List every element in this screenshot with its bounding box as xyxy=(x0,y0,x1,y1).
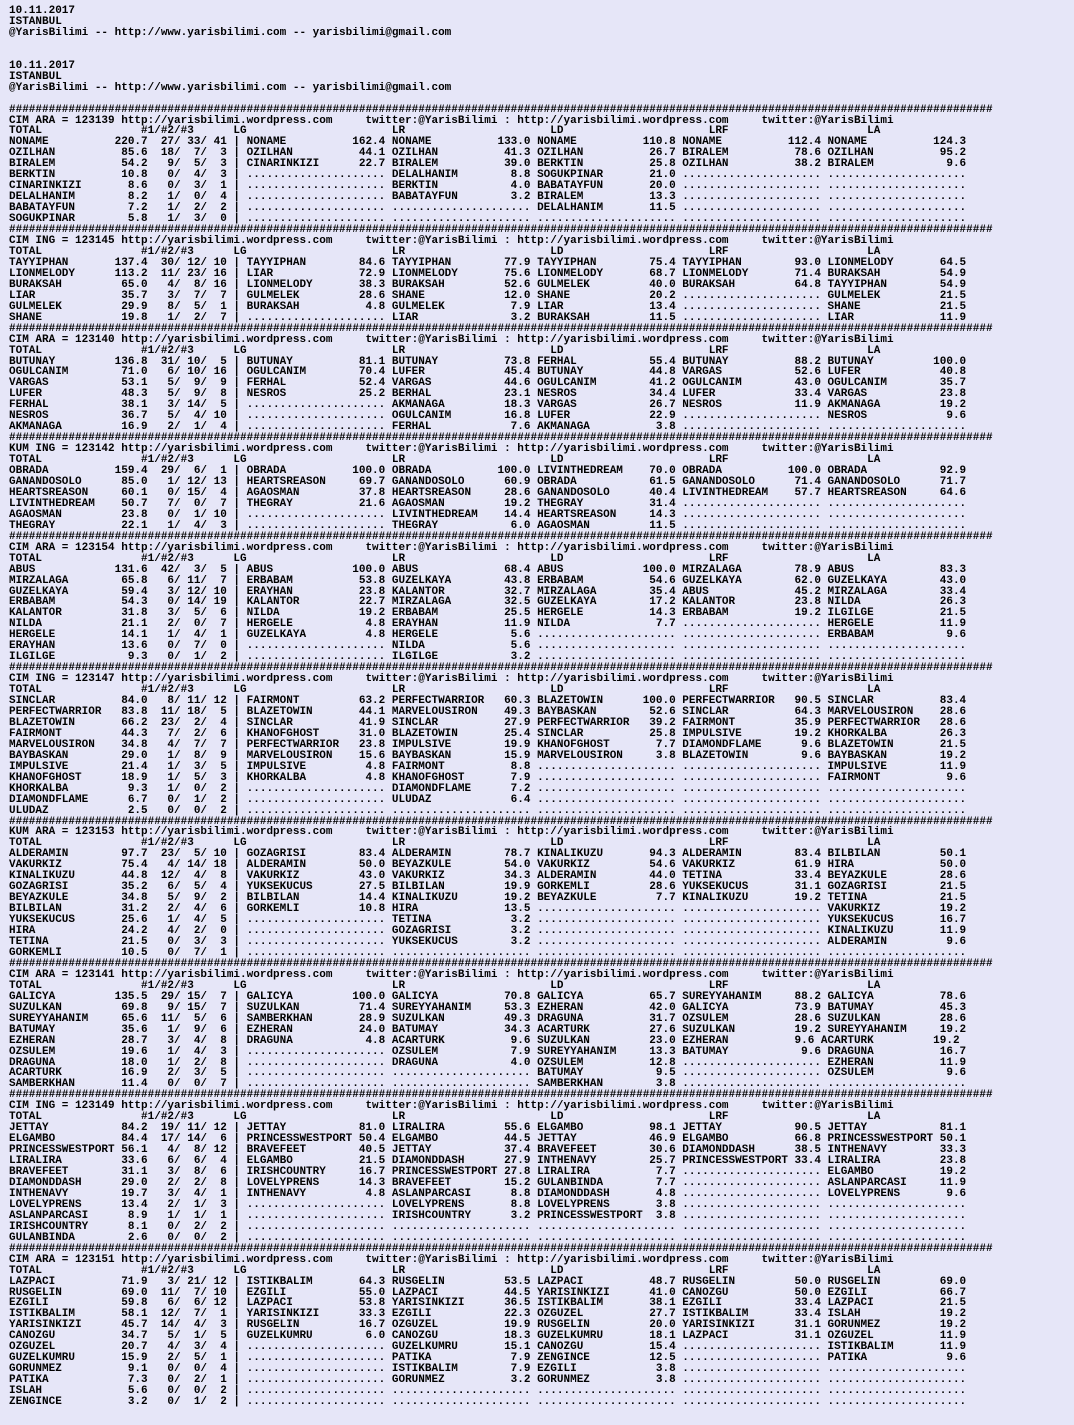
report-line: TOTAL #1/#2/#3 LG LR LD LRF LA xyxy=(9,684,881,697)
report-line: TOTAL #1/#2/#3 LG LR LD LRF LA xyxy=(9,245,881,258)
report-line: CIM ING = 123149 http://yarisbilimi.wordpress.com twitter:@YarisBilimi : http://yarisbilimi.wordpress.com twitter:@YarisBilimi xyxy=(9,1100,894,1113)
report-line: MIRZALAGA 65.8 6/ 11/ 7 | ERBABAM 53.8 GUZELKAYA 43.8 ERBABAM 54.6 GUZELKAYA 62.0 GUZELKAYA 43.0 xyxy=(9,574,967,587)
report-line: THEGRAY 22.1 1/ 4/ 3 | ..................... THEGRAY 6.0 AGAOSMAN 11.5 ..................... ..................... xyxy=(9,519,967,532)
report-line: DIAMONDFLAME 6.7 0/ 1/ 2 | ..................... ULUDAZ 6.4 ..................... ..................... ..................... xyxy=(9,793,967,806)
report-line: PRINCESSWESTPORT 56.1 4/ 8/ 12 | BRAVEFEET 40.5 JETTAY 37.4 BRAVEFEET 30.6 DIAMONDDASH 38.5 INTHENAVY 33.3 xyxy=(9,1144,967,1157)
report-line: EZHERAN 28.7 3/ 4/ 8 | DRAGUNA 4.8 ACARTURK 9.6 SUZULKAN 23.0 EZHERAN 9.6 ACARTURK 19.2 xyxy=(9,1034,960,1047)
report-line: ERBABAM 54.3 0/ 14/ 19 | KALANTOR 22.7 MIRZALAGA 32.5 GUZELKAYA 17.2 KALANTOR 23.8 NILDA 26.3 xyxy=(9,596,967,609)
report-line: NILDA 21.1 2/ 0/ 7 | HERGELE 4.8 ERAYHAN 11.9 NILDA 7.7 ..................... HERGELE 11.9 xyxy=(9,618,967,631)
report-line: ##################################################################################################################################################### xyxy=(9,815,993,828)
report-line: GUZELKAYA 59.4 3/ 12/ 10 | ERAYHAN 23.8 KALANTOR 32.7 MIRZALAGA 35.4 ABUS 45.2 MIRZALAGA 33.4 xyxy=(9,585,967,598)
report-line: SAMBERKHAN 11.4 0/ 0/ 7 | ..................... ..................... SAMBERKHAN 3.8 ..................... ..................... xyxy=(9,1078,967,1091)
report-line: ##################################################################################################################################################### xyxy=(9,322,993,335)
report-line: DIAMONDDASH 29.0 2/ 2/ 8 | LOVELYPRENS 14.3 BRAVEFEET 15.2 GULANBINDA 7.7 ..................... ASLANPARCASI 11.9 xyxy=(9,1176,967,1189)
report-line: KINALIKUZU 44.8 12/ 4/ 8 | VAKURKIZ 43.0 VAKURKIZ 34.3 ALDERAMIN 44.0 TETINA 33.4 BEYAZKULE 28.6 xyxy=(9,870,967,883)
report-line: TOTAL #1/#2/#3 LG LR LD LRF LA xyxy=(9,344,881,357)
report-line: GORUNMEZ 9.1 0/ 0/ 4 | ..................... ISTIKBALIM 7.9 EZGILI 3.8 ..................... ..................... xyxy=(9,1363,967,1376)
report-line: MARVELOUSIRON 34.8 4/ 7/ 7 | PERFECTWARRIOR 23.8 IMPULSIVE 19.9 KHANOFGHOST 7.7 DIAMONDFLAME 9.6 BLAZETOWIN 21.5 xyxy=(9,738,967,751)
report-line: TOTAL #1/#2/#3 LG LR LD LRF LA xyxy=(9,125,881,138)
report-line: ##################################################################################################################################################### xyxy=(9,224,993,237)
report-line: INTHENAVY 19.7 3/ 4/ 1 | INTHENAVY 4.8 ASLANPARCASI 8.8 DIAMONDDASH 4.8 ..................... LOVELYPRENS 9.6 xyxy=(9,1187,967,1200)
report-line: TOTAL #1/#2/#3 LG LR LD LRF LA xyxy=(9,454,881,467)
report-line: ##################################################################################################################################################### xyxy=(9,662,993,675)
report-line: LOVELYPRENS 13.4 2/ 1/ 3 | ..................... LOVELYPRENS 8.8 LOVELYPRENS 3.8 ..................... ..................... xyxy=(9,1198,967,1211)
report-line: OGULCANIM 71.0 6/ 10/ 16 | OGULCANIM 70.4 LUFER 45.4 BUTUNAY 44.8 VARGAS 52.6 LUFER 40.8 xyxy=(9,366,967,379)
report-line: NONAME 220.7 27/ 33/ 41 | NONAME 162.4 NONAME 133.0 NONAME 110.8 NONAME 112.4 NONAME 124.3 xyxy=(9,136,967,149)
report-line: TAYYIPHAN 137.4 30/ 12/ 10 | TAYYIPHAN 84.6 TAYYIPHAN 77.9 TAYYIPHAN 75.4 TAYYIPHAN 93.0 LIONMELODY 64.5 xyxy=(9,256,967,269)
report-line: KHORKALBA 9.3 1/ 0/ 2 | ..................... DIAMONDFLAME 7.2 ..................... ..................... ..................... xyxy=(9,782,967,795)
report-line: KUM ARA = 123153 http://yarisbilimi.wordpress.com twitter:@YarisBilimi : http://yarisbilimi.wordpress.com twitter:@YarisBilimi xyxy=(9,826,894,839)
report-line: AKMANAGA 16.9 2/ 1/ 4 | ..................... FERHAL 7.6 AKMANAGA 3.8 ..................... ..................... xyxy=(9,421,967,434)
report-line: LIVINTHEDREAM 50.7 7/ 0/ 7 | THEGRAY 21.6 AGAOSMAN 19.2 THEGRAY 31.4 ..................... ..................... xyxy=(9,497,967,510)
report-line: ##################################################################################################################################################### xyxy=(9,1242,993,1255)
report-line: HERGELE 14.1 1/ 4/ 1 | GUZELKAYA 4.8 HERGELE 5.6 ..................... ..................... ERBABAM 9.6 xyxy=(9,629,967,642)
report-line: BAYBASKAN 29.0 1/ 8/ 9 | MARVELOUSIRON 15.6 BAYBASKAN 15.9 MARVELOUSIRON 3.8 BLAZETOWIN 9.6 BAYBASKAN 19.2 xyxy=(9,749,967,762)
report-line: KUM ING = 123142 http://yarisbilimi.wordpress.com twitter:@YarisBilimi : http://yarisbilimi.wordpress.com twitter:@YarisBilimi xyxy=(9,443,894,456)
report-line: VARGAS 53.1 5/ 9/ 9 | FERHAL 52.4 VARGAS 44.6 OGULCANIM 41.2 OGULCANIM 43.0 OGULCANIM 35.7 xyxy=(9,377,967,390)
report-line: SOGUKPINAR 5.8 1/ 3/ 0 | ..................... ..................... ..................... ..................... ..................... xyxy=(9,213,967,226)
report-line: DELALHANIM 8.2 1/ 0/ 4 | ..................... BABATAYFUN 3.2 BIRALEM 13.3 ..................... ..................... xyxy=(9,191,967,204)
report-line: LAZPACI 71.9 3/ 21/ 12 | ISTIKBALIM 64.3 RUSGELIN 53.5 LAZPACI 48.7 RUSGELIN 50.0 RUSGELIN 69.0 xyxy=(9,1275,967,1288)
report-line: CIM ARA = 123151 http://yarisbilimi.wordpress.com twitter:@YarisBilimi : http://yarisbilimi.wordpress.com twitter:@YarisBilimi xyxy=(9,1253,894,1266)
report-line: ILGILGE 9.3 0/ 1/ 2 | ..................... ILGILGE 3.2 ..................... ..................... ..................... xyxy=(9,651,967,664)
report-line: @YarisBilimi -- http://www.yarisbilimi.com -- yarisbilimi@gmail.com xyxy=(9,26,452,39)
report-line: ##################################################################################################################################################### xyxy=(9,1089,993,1102)
report-line: 10.11.2017 xyxy=(9,59,76,72)
report-line: BEYAZKULE 34.8 5/ 9/ 2 | BILBILAN 14.4 KINALIKUZU 19.2 BEYAZKULE 7.7 KINALIKUZU 19.2 TETINA 21.5 xyxy=(9,892,967,905)
report-line: CIM ARA = 123141 http://yarisbilimi.wordpress.com twitter:@YarisBilimi : http://yarisbilimi.wordpress.com twitter:@YarisBilimi xyxy=(9,968,894,981)
report-line: BATUMAY 35.6 1/ 9/ 6 | EZHERAN 24.0 BATUMAY 34.3 ACARTURK 27.6 SUZULKAN 19.2 SUREYYAHANIM 19.2 xyxy=(9,1023,967,1036)
report-line: TOTAL #1/#2/#3 LG LR LD LRF LA xyxy=(9,552,881,565)
report-line: TOTAL #1/#2/#3 LG LR LD LRF LA xyxy=(9,1264,881,1277)
report-line: OZGUZEL 20.7 4/ 3/ 4 | ..................... GUZELKUMRU 15.1 CANOZGU 15.4 ..................... ISTIKBALIM 11.9 xyxy=(9,1341,967,1354)
report-line: LUFER 48.3 5/ 9/ 8 | NESROS 25.2 BERHAL 23.1 NESROS 34.4 LUFER 33.4 VARGAS 23.8 xyxy=(9,388,967,401)
report-line: IRISHCOUNTRY 8.1 0/ 2/ 2 | ..................... ..................... ..................... ..................... ..................... xyxy=(9,1220,967,1233)
report-line: IMPULSIVE 21.4 1/ 3/ 5 | IMPULSIVE 4.8 FAIRMONT 8.8 ..................... ..................... IMPULSIVE 11.9 xyxy=(9,760,967,773)
report-line: GULANBINDA 2.6 0/ 0/ 2 | ..................... ..................... ..................... ..................... ..................... xyxy=(9,1231,967,1244)
report-line: KHANOFGHOST 18.9 1/ 5/ 3 | KHORKALBA 4.8 KHANOFGHOST 7.9 ..................... ..................... FAIRMONT 9.6 xyxy=(9,771,967,784)
report-line: GOZAGRISI 35.2 6/ 5/ 4 | YUKSEKUCUS 27.5 BILBILAN 19.9 GORKEMLI 28.6 YUKSEKUCUS 31.1 GOZAGRISI 21.5 xyxy=(9,881,967,894)
report-line: ISLAH 5.6 0/ 0/ 2 | ..................... ..................... ..................... ..................... ..................... xyxy=(9,1385,967,1398)
report-line: ##################################################################################################################################################### xyxy=(9,530,993,543)
report-line: LIAR 35.7 3/ 7/ 7 | GULMELEK 28.6 SHANE 12.0 SHANE 20.2 ..................... GULMELEK 21.5 xyxy=(9,289,967,302)
report-line: SUZULKAN 69.8 9/ 15/ 7 | SUZULKAN 71.4 SUREYYAHANIM 53.3 EZHERAN 42.0 GALICYA 73.9 BATUMAY 45.3 xyxy=(9,1001,967,1014)
report-line: ELGAMBO 84.4 17/ 14/ 6 | PRINCESSWESTPORT 50.4 ELGAMBO 44.5 JETTAY 46.9 ELGAMBO 66.8 PRINCESSWESTPORT 50.1 xyxy=(9,1133,967,1146)
report-line: ISTANBUL xyxy=(9,15,62,28)
report-line: ALDERAMIN 97.7 23/ 5/ 10 | GOZAGRISI 83.4 ALDERAMIN 78.7 KINALIKUZU 94.3 ALDERAMIN 83.4 BILBILAN 50.1 xyxy=(9,848,967,861)
report-line: BURAKSAH 65.0 4/ 8/ 16 | LIONMELODY 38.3 BURAKSAH 52.6 GULMELEK 40.0 BURAKSAH 64.8 TAYYIPHAN 54.9 xyxy=(9,278,967,291)
report-line: YUKSEKUCUS 25.6 1/ 4/ 5 | ..................... TETINA 3.2 ..................... ..................... YUKSEKUCUS 16.7 xyxy=(9,914,967,927)
report-line: PATIKA 7.3 0/ 2/ 1 | ..................... GORUNMEZ 3.2 GORUNMEZ 3.8 ..................... ..................... xyxy=(9,1374,967,1387)
report-line: GANANDOSOLO 85.0 1/ 12/ 13 | HEARTSREASON 69.7 GANANDOSOLO 60.9 OBRADA 61.5 GANANDOSOLO 71.4 GANANDOSOLO 71.7 xyxy=(9,475,967,488)
report-line: CANOZGU 34.7 5/ 1/ 5 | GUZELKUMRU 6.0 CANOZGU 18.3 GUZELKUMRU 18.1 LAZPACI 31.1 OZGUZEL 11.9 xyxy=(9,1330,967,1343)
report-line: OZILHAN 85.6 18/ 7/ 3 | OZILHAN 44.1 OZILHAN 41.3 OZILHAN 26.7 BIRALEM 78.6 OZILHAN 95.2 xyxy=(9,147,967,160)
report-line: TOTAL #1/#2/#3 LG LR LD LRF LA xyxy=(9,837,881,850)
report-line: OZSULEM 19.6 1/ 4/ 3 | ..................... OZSULEM 7.9 SUREYYAHANIM 13.3 BATUMAY 9.6 DRAGUNA 16.7 xyxy=(9,1045,967,1058)
report-line: DRAGUNA 18.0 1/ 2/ 8 | ..................... DRAGUNA 4.0 OZSULEM 12.8 ..................... EZHERAN 11.9 xyxy=(9,1056,967,1069)
report-line: FERHAL 38.1 3/ 14/ 5 | ..................... AKMANAGA 18.3 VARGAS 26.7 NESROS 11.9 AKMANAGA 19.2 xyxy=(9,399,967,412)
report-line: BRAVEFEET 31.1 3/ 8/ 6 | IRISHCOUNTRY 16.7 PRINCESSWESTPORT 27.8 LIRALIRA 7.7 ..................... ELGAMBO 19.2 xyxy=(9,1166,967,1179)
report-line: ERAYHAN 13.6 0/ 7/ 0 | ..................... NILDA 5.6 ..................... ..................... ..................... xyxy=(9,640,967,653)
report-line: LIRALIRA 33.6 6/ 6/ 4 | ELGAMBO 21.5 DIAMONDDASH 27.9 INTHENAVY 25.7 PRINCESSWESTPORT 33.4 LIRALIRA 23.8 xyxy=(9,1155,967,1168)
report-line: ISTIKBALIM 58.1 12/ 7/ 1 | YARISINKIZI 33.3 EZGILI 22.3 OZGUZEL 27.7 ISTIKBALIM 33.4 ISLAH 19.2 xyxy=(9,1308,967,1321)
report-line: GORKEMLI 10.5 0/ 7/ 1 | ..................... ..................... ..................... ..................... ..................... xyxy=(9,946,967,959)
report-line: ULUDAZ 2.5 0/ 0/ 2 | ..................... ..................... ..................... ..................... ..................... xyxy=(9,804,967,817)
report-line: YARISINKIZI 45.7 14/ 4/ 3 | RUSGELIN 16.7 OZGUZEL 19.9 RUSGELIN 20.0 YARISINKIZI 31.1 GORUNMEZ 19.2 xyxy=(9,1319,967,1332)
report-line: ASLANPARCASI 8.9 1/ 1/ 1 | ..................... IRISHCOUNTRY 3.2 PRINCESSWESTPORT 3.8 ..................... ..................... xyxy=(9,1209,967,1222)
report-line: CIM ING = 123147 http://yarisbilimi.wordpress.com twitter:@YarisBilimi : http://yarisbilimi.wordpress.com twitter:@YarisBilimi xyxy=(9,673,894,686)
report-line: BABATAYFUN 7.2 1/ 2/ 2 | ..................... ..................... DELALHANIM 11.5 ..................... ..................... xyxy=(9,202,967,215)
report-line: PERFECTWARRIOR 83.8 11/ 18/ 5 | BLAZETOWIN 44.1 MARVELOUSIRON 49.3 BAYBASKAN 52.6 SINCLAR 64.3 MARVELOUSIRON 28.6 xyxy=(9,706,967,718)
report-line: FAIRMONT 44.3 7/ 2/ 6 | KHANOFGHOST 31.0 BLAZETOWIN 25.4 SINCLAR 25.8 IMPULSIVE 19.2 KHORKALBA 26.3 xyxy=(9,727,967,740)
report-line: BERKTIN 10.8 0/ 4/ 3 | ..................... DELALHANIM 8.8 SOGUKPINAR 21.0 ..................... ..................... xyxy=(9,169,967,182)
report-line: NESROS 36.7 5/ 4/ 10 | ..................... OGULCANIM 16.8 LUFER 22.9 ..................... NESROS 9.6 xyxy=(9,410,967,423)
report-line: CIM ARA = 123154 http://yarisbilimi.wordpress.com twitter:@YarisBilimi : http://yarisbilimi.wordpress.com twitter:@YarisBilimi xyxy=(9,541,894,554)
report-line: GUZELKUMRU 15.9 2/ 5/ 1 | ..................... PATIKA 7.9 ZENGINCE 12.5 ..................... PATIKA 9.6 xyxy=(9,1352,967,1365)
report-line: GALICYA 135.5 29/ 15/ 7 | GALICYA 100.0 GALICYA 70.8 GALICYA 65.7 SUREYYAHANIM 88.2 GALICYA 78.6 xyxy=(9,990,967,1003)
report-line: BLAZETOWIN 66.2 23/ 2/ 4 | SINCLAR 41.9 SINCLAR 27.9 PERFECTWARRIOR 39.2 FAIRMONT 35.9 PERFECTWARRIOR 28.6 xyxy=(9,716,967,729)
report-line: BILBILAN 31.2 2/ 4/ 6 | GORKEMLI 10.8 HIRA 13.5 ..................... ..................... VAKURKIZ 19.2 xyxy=(9,903,967,916)
report-line: BUTUNAY 136.8 31/ 10/ 5 | BUTUNAY 81.1 BUTUNAY 73.8 FERHAL 55.4 BUTUNAY 88.2 BUTUNAY 100.0 xyxy=(9,355,967,368)
report-line: JETTAY 84.2 19/ 11/ 12 | JETTAY 81.0 LIRALIRA 55.6 ELGAMBO 98.1 JETTAY 90.5 JETTAY 81.1 xyxy=(9,1122,967,1135)
report-line: RUSGELIN 69.0 11/ 7/ 10 | EZGILI 55.0 LAZPACI 44.5 YARISINKIZI 41.0 CANOZGU 50.0 EZGILI 66.7 xyxy=(9,1286,967,1299)
report-line: KALANTOR 31.8 3/ 5/ 6 | NILDA 19.2 ERBABAM 25.5 HERGELE 14.3 ERBABAM 19.2 ILGILGE 21.5 xyxy=(9,607,967,620)
report-line: HEARTSREASON 60.1 0/ 15/ 4 | AGAOSMAN 37.8 HEARTSREASON 28.6 GANANDOSOLO 40.4 LIVINTHEDREAM 57.7 HEARTSREASON 64.6 xyxy=(9,486,967,499)
report-line: ABUS 131.6 42/ 3/ 5 | ABUS 100.0 ABUS 68.4 ABUS 100.0 MIRZALAGA 78.9 ABUS 83.3 xyxy=(9,563,967,576)
report-line: SHANE 19.8 1/ 2/ 7 | ..................... LIAR 3.2 BURAKSAH 11.5 ..................... LIAR 11.9 xyxy=(9,311,967,324)
report-line: TOTAL #1/#2/#3 LG LR LD LRF LA xyxy=(9,979,881,992)
report-line: ##################################################################################################################################################### xyxy=(9,432,993,445)
report-line: ISTANBUL xyxy=(9,70,62,83)
report-line: OBRADA 159.4 29/ 6/ 1 | OBRADA 100.0 OBRADA 100.0 LIVINTHEDREAM 70.0 OBRADA 100.0 OBRADA 92.9 xyxy=(9,465,967,478)
report-line: TOTAL #1/#2/#3 LG LR LD LRF LA xyxy=(9,1111,881,1124)
report-line: VAKURKIZ 75.4 4/ 14/ 18 | ALDERAMIN 50.0 BEYAZKULE 54.0 VAKURKIZ 54.6 VAKURKIZ 61.9 HIRA 50.0 xyxy=(9,859,967,872)
report-line: CIM ARA = 123139 http://yarisbilimi.wordpress.com twitter:@YarisBilimi : http://yarisbilimi.wordpress.com twitter:@YarisBilimi xyxy=(9,114,894,127)
report-line: CIM ARA = 123140 http://yarisbilimi.wordpress.com twitter:@YarisBilimi : http://yarisbilimi.wordpress.com twitter:@YarisBilimi xyxy=(9,333,894,346)
report-line: SUREYYAHANIM 65.6 11/ 5/ 6 | SAMBERKHAN 28.9 SUZULKAN 49.3 DRAGUNA 31.7 OZSULEM 28.6 SUZULKAN 28.6 xyxy=(9,1012,967,1025)
report-line: 10.11.2017 xyxy=(9,5,76,17)
report-line: TETINA 21.5 0/ 3/ 3 | ..................... YUKSEKUCUS 3.2 ..................... ..................... ALDERAMIN 9.6 xyxy=(9,936,967,949)
report-line: HIRA 24.2 4/ 2/ 0 | ..................... GOZAGRISI 3.2 ..................... ..................... KINALIKUZU 11.9 xyxy=(9,925,967,938)
report-line: EZGILI 59.8 6/ 6/ 12 | LAZPACI 53.8 YARISINKIZI 36.5 ISTIKBALIM 38.1 EZGILI 33.4 LAZPACI 21.5 xyxy=(9,1297,967,1310)
report-line: LIONMELODY 113.2 11/ 23/ 16 | LIAR 72.9 LIONMELODY 75.6 LIONMELODY 68.7 LIONMELODY 71.4 BURAKSAH 54.9 xyxy=(9,267,967,280)
report-line: BIRALEM 54.2 9/ 5/ 3 | CINARINKIZI 22.7 BIRALEM 39.0 BERKTIN 25.8 OZILHAN 38.2 BIRALEM 9.6 xyxy=(9,158,967,171)
report-line: ACARTURK 16.9 2/ 3/ 5 | ..................... ..................... BATUMAY 9.5 ..................... OZSULEM 9.6 xyxy=(9,1067,967,1080)
report-line: CINARINKIZI 8.6 0/ 3/ 1 | ..................... BERKTIN 4.0 BABATAYFUN 20.0 ..................... ..................... xyxy=(9,180,967,193)
report-line: GULMELEK 29.9 8/ 5/ 1 | BURAKSAH 4.8 GULMELEK 7.9 LIAR 13.4 ..................... SHANE 21.5 xyxy=(9,300,967,313)
report-line: ##################################################################################################################################################### xyxy=(9,103,993,116)
report-line: CIM ING = 123145 http://yarisbilimi.wordpress.com twitter:@YarisBilimi : http://yarisbilimi.wordpress.com twitter:@YarisBilimi xyxy=(9,235,894,248)
report-line: ##################################################################################################################################################### xyxy=(9,957,993,970)
report-line: ZENGINCE 3.2 0/ 1/ 2 | ..................... ..................... ..................... ..................... ..................... xyxy=(9,1396,967,1409)
report-line: AGAOSMAN 23.8 0/ 1/ 10 | ..................... LIVINTHEDREAM 14.4 HEARTSREASON 14.3 ..................... ..................... xyxy=(9,508,967,521)
report-line: SINCLAR 84.0 8/ 11/ 12 | FAIRMONT 63.2 PERFECTWARRIOR 60.3 BLAZETOWIN 100.0 PERFECTWARRIOR 90.5 SINCLAR 83.4 xyxy=(9,695,967,708)
report-line: @YarisBilimi -- http://www.yarisbilimi.com -- yarisbilimi@gmail.com xyxy=(9,81,452,94)
